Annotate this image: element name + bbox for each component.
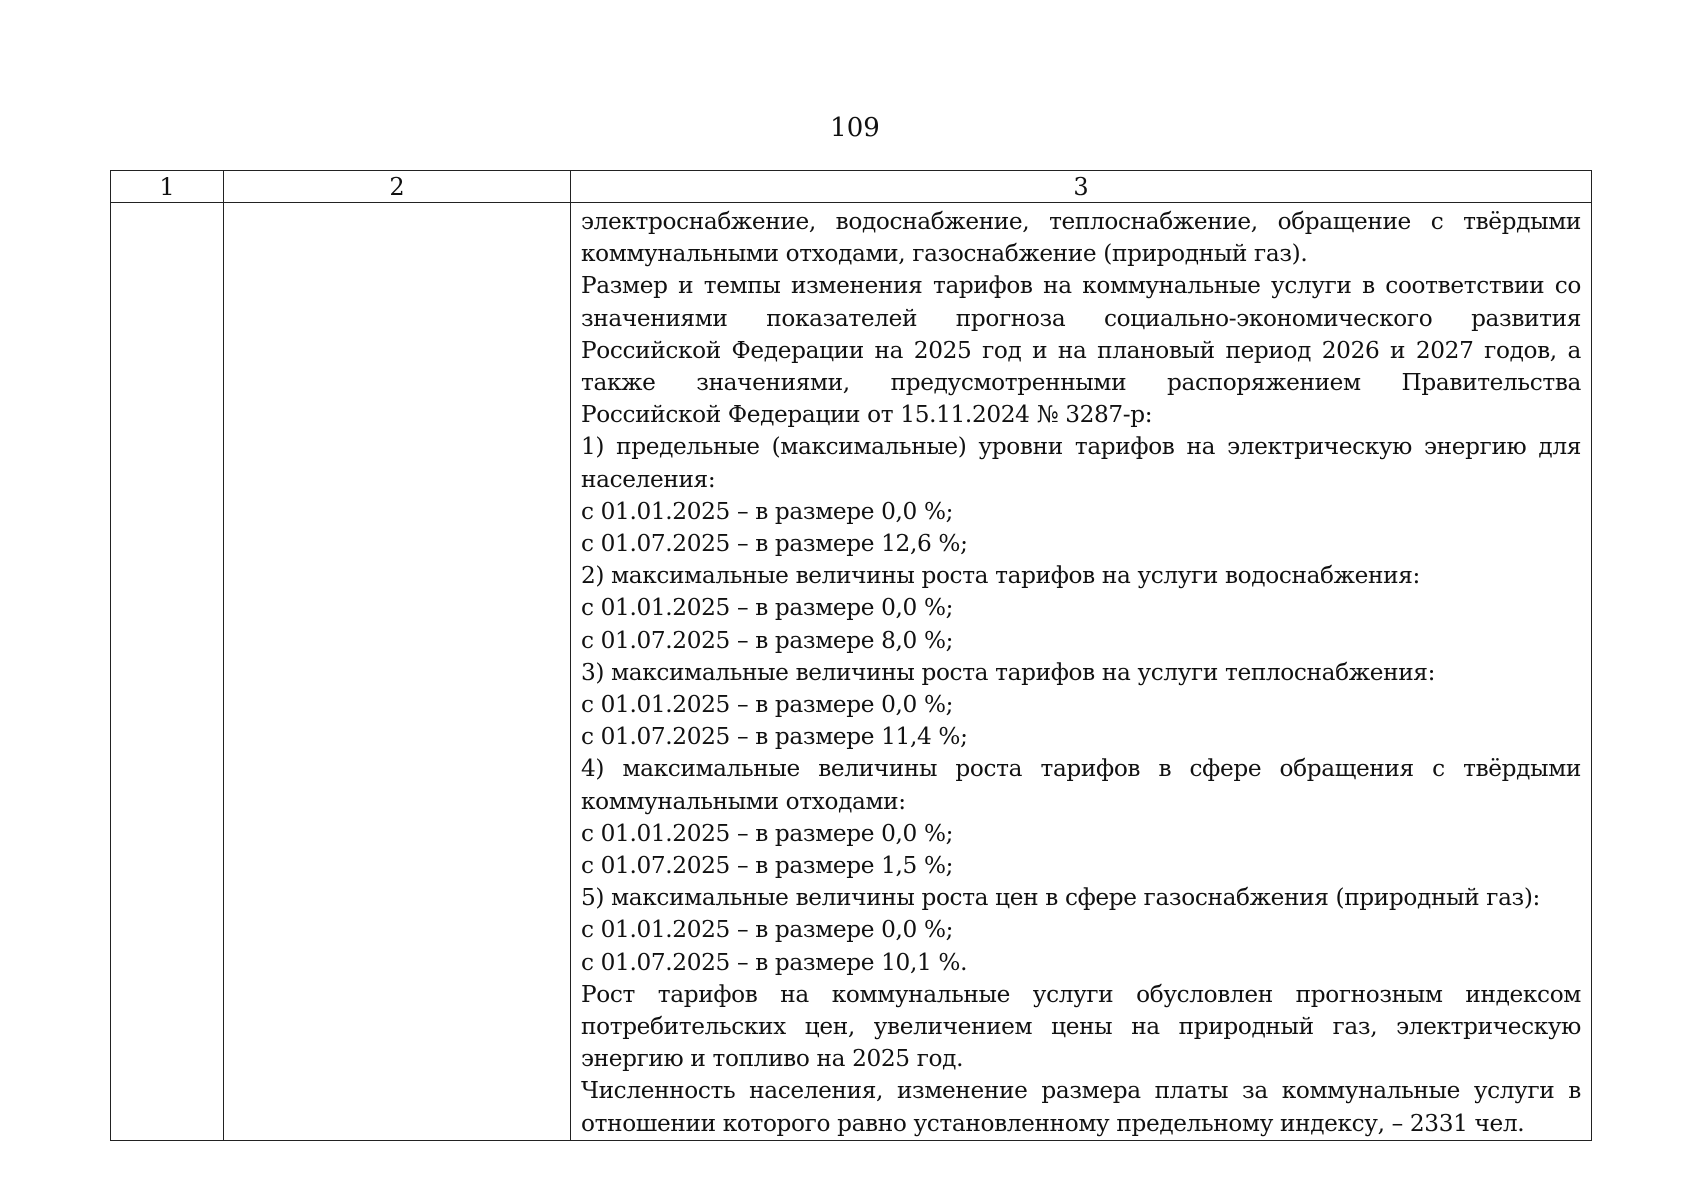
paragraph-growth-reason: Рост тарифов на коммунальные услуги обусловлен прогнозным индексом потребительских цен, увеличением цены на природный газ, электрическую энергию и топливо на 2025 год. bbox=[581, 980, 1581, 1073]
list-item: с 01.07.2025 – в размере 11,4 %; bbox=[581, 723, 968, 751]
cell-content bbox=[571, 203, 1591, 1140]
column-header-1: 1 bbox=[111, 171, 224, 203]
list-item: с 01.01.2025 – в размере 0,0 %; bbox=[581, 594, 954, 622]
table-cell-col3 bbox=[571, 203, 1592, 1141]
list-item: с 01.07.2025 – в размере 12,6 %; bbox=[581, 530, 968, 558]
list-item: с 01.01.2025 – в размере 0,0 %; bbox=[581, 497, 954, 525]
paragraph-gas-heading: 5) максимальные величины роста цен в сфере газоснабжения (природный газ): bbox=[581, 884, 1541, 912]
paragraph-electricity-heading: 1) предельные (максимальные) уровни тарифов на электрическую энергию для населения: bbox=[581, 433, 1581, 493]
list-item: с 01.07.2025 – в размере 8,0 %; bbox=[581, 626, 954, 654]
paragraph-utilities-list: электроснабжение, водоснабжение, теплоснабжение, обращение с твёрдыми коммунальными отходами, газоснабжение (природный газ). bbox=[581, 208, 1581, 268]
paragraph-heat-heading: 3) максимальные величины роста тарифов на услуги теплоснабжения: bbox=[581, 658, 1436, 686]
table-cell-col1 bbox=[111, 203, 224, 1141]
table-row bbox=[111, 203, 1592, 1141]
list-item: с 01.01.2025 – в размере 0,0 %; bbox=[581, 691, 954, 719]
list-item: с 01.07.2025 – в размере 10,1 %. bbox=[581, 948, 968, 976]
column-header-3: 3 bbox=[571, 171, 1592, 203]
paragraph-tariff-size: Размер и темпы изменения тарифов на коммунальные услуги в соответствии со значениями показателей прогноза социально-экономического развития Российской Федерации на 2025 год и на плановый период 2026 и 2027 годов, а также значениями, предусмотренными распоряжением Правительства Российской Федерации от 15.11.2024 № 3287-р: bbox=[581, 272, 1581, 429]
paragraph-population: Численность населения, изменение размера платы за коммунальные услуги в отношении которого равно установленному предельному индексу, – 2331 чел. bbox=[581, 1077, 1581, 1137]
table-cell-col2 bbox=[224, 203, 571, 1141]
document-table bbox=[110, 170, 1592, 1141]
list-item: с 01.01.2025 – в размере 0,0 %; bbox=[581, 916, 954, 944]
list-item: с 01.07.2025 – в размере 1,5 %; bbox=[581, 852, 954, 880]
page-number: 109 bbox=[830, 113, 880, 143]
column-header-2: 2 bbox=[224, 171, 571, 203]
list-item: с 01.01.2025 – в размере 0,0 %; bbox=[581, 819, 954, 847]
paragraph-water-heading: 2) максимальные величины роста тарифов на услуги водоснабжения: bbox=[581, 562, 1420, 590]
paragraph-waste-heading: 4) максимальные величины роста тарифов в сфере обращения с твёрдыми коммунальными отходами: bbox=[581, 755, 1581, 815]
table-header-row bbox=[111, 171, 1592, 203]
